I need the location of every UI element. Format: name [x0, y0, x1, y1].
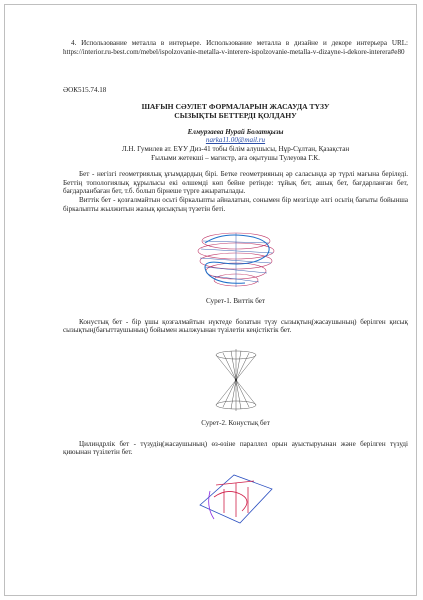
helicoid-surface-image [193, 227, 279, 289]
figure-2-caption: Сурет-2. Конустық бет [201, 418, 270, 427]
author-affiliation: Л.Н. Гумилев ат. ЕҰУ Диз-41 тобы білім алушысы, Нұр-Сұлтан, Қазақстан [121, 144, 350, 153]
paper-title-line-1: ШАҒЫН СӘУЛЕТ ФОРМАЛАРЫН ЖАСАУДА ТҮЗУ [141, 101, 330, 111]
figure-helicoid [63, 227, 408, 289]
paragraph-conical-surface: Конустық бет - бір ұшы қозғалмайтын нүктеде болатын түзу сызықтың(жасаушының) берілген қисық сызықтың(бағыттаушының) бойымен жылжуынан түзілетін кеңістіктік бет. [63, 317, 408, 335]
reference-entry: 4. Использование металла в интерьере. Использование металла в дизайне и декоре интерьера URL: https://interior.ru-best.com/mebel/ispolzovanie-metalla-v-interere-ispolzovanie-metalla-v-dizayne-i-dekore-interera#e80 [63, 39, 408, 56]
cylindrical-surface-image [194, 467, 278, 527]
paragraph-surface-definition: Бет - негізгі геометриялық ұғымдардың бірі. Бетке геометрияның әр саласында әр түрлі мағына беріледі. Беттің топологиялық құрылысы екі өлшемді көп бейне ретінде: тұйық бет, ашық бет, бағдарланған бет, бағдарланбаған бет, т.б. болып бірнеше түрге ажыратылады. [63, 170, 408, 196]
author-name: Елмурзаева Нурай Болатқызы [187, 127, 284, 136]
udc-code: ӘОК515.74.18 [63, 86, 107, 95]
paragraph-helicoid: Виттік бет - қозғалмайтын осьті біркалыпты айналатын, сонымен бір мезгілде әлгі осьтің бағыты бойынша біркалыпты жылжитын жазық қисықтың түзетін беті. [63, 195, 408, 213]
paragraph-cylindrical-surface: Цилиндрлік бет - түзудің(жасаушының) өз-өзіне параллел орын ауыстыруынан және берілген түзуді қиюынан түзілетін бет. [63, 439, 408, 457]
page-content [63, 39, 408, 527]
conical-surface-image [211, 349, 261, 411]
figure-cylinder [63, 467, 408, 527]
author-email-link[interactable]: narka11.00@mail.ru [205, 136, 266, 145]
supervisor: Ғылыми жетекші – магистр, аға оқытушы Тулеуова Г.К. [151, 153, 320, 162]
paper-title-line-2: СЫЗЫҚТЫ БЕТТЕРДІ ҚОЛДАНУ [174, 110, 297, 120]
document-page [4, 4, 417, 596]
figure-cone [63, 349, 408, 411]
figure-1-caption: Сурет-1. Виттік бет [205, 297, 266, 306]
